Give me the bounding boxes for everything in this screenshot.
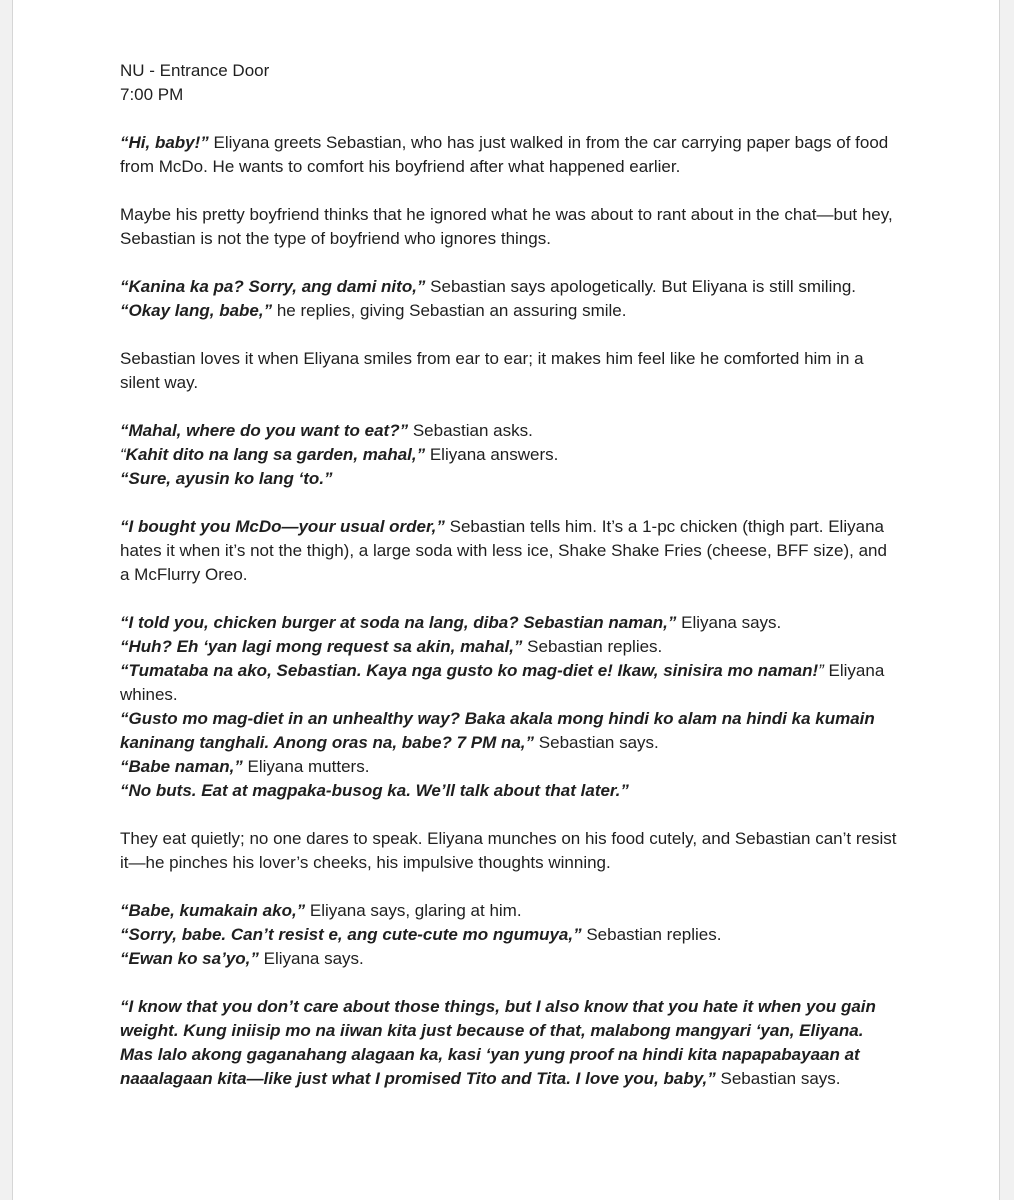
scene-time: 7:00 PM	[120, 85, 184, 104]
story-text	[120, 131, 900, 1091]
story-paragraph	[120, 827, 900, 875]
dialogue-text: “Sorry, babe. Can’t resist e, ang cute-cute mo ngumuya,”	[120, 925, 582, 944]
narration-text: Sebastian asks.	[408, 421, 533, 440]
story-paragraph	[120, 275, 900, 323]
narration-text: Sebastian says.	[534, 733, 659, 752]
story-paragraph	[120, 995, 900, 1091]
dialogue-text: “No buts. Eat at magpaka-busog ka. We’ll talk about that later.”	[120, 781, 629, 800]
scene-location: NU - Entrance Door	[120, 61, 270, 80]
dialogue-text: “Babe, kumakain ako,”	[120, 901, 306, 920]
document-page	[12, 0, 1000, 1200]
document-body	[120, 59, 900, 1115]
dialogue-text: “Tumataba na ako, Sebastian. Kaya nga gusto ko mag-diet e! Ikaw, sinisira mo naman!	[120, 661, 819, 680]
narration-text: he replies, giving Sebastian an assuring smile.	[272, 301, 627, 320]
story-paragraph	[120, 419, 900, 491]
dialogue-text: Kahit dito na lang sa garden, mahal,”	[125, 445, 426, 464]
dialogue-text: “Huh? Eh ‘yan lagi mong request sa akin, mahal,”	[120, 637, 523, 656]
dialogue-text: “Hi, baby!”	[120, 133, 209, 152]
narration-text: Sebastian says.	[715, 1069, 841, 1088]
narration-text: Eliyana whines.	[120, 661, 885, 704]
narration-text: Sebastian says apologetically. But Eliyana is still smiling.	[425, 277, 856, 296]
dialogue-text: “I told you, chicken burger at soda na lang, diba? Sebastian naman,”	[120, 613, 677, 632]
dialogue-text: “Gusto mo mag-diet in an unhealthy way? Baka akala mong hindi ko alam na hindi ka kumain kaninang tanghali. Anong oras na, babe? 7 PM na,”	[120, 709, 875, 752]
story-paragraph	[120, 899, 900, 971]
narration-text: “	[120, 445, 126, 464]
story-paragraph	[120, 203, 900, 251]
story-paragraph	[120, 515, 900, 587]
narration-text: They eat quietly; no one dares to speak. Eliyana munches on his food cutely, and Sebastian can’t resist it—he pinches his lover’s cheeks, his impulsive thoughts winning.	[120, 829, 897, 872]
story-paragraph	[120, 131, 900, 179]
narration-text: Eliyana says.	[676, 613, 782, 632]
dialogue-text: “Mahal, where do you want to eat?”	[120, 421, 409, 440]
narration-text: Sebastian replies.	[522, 637, 663, 656]
narration-text: Eliyana says, glaring at him.	[305, 901, 522, 920]
dialogue-text: “Kanina ka pa? Sorry, ang dami nito,”	[120, 277, 426, 296]
narration-text: Sebastian loves it when Eliyana smiles from ear to ear; it makes him feel like he comforted him in a silent way.	[120, 349, 864, 392]
dialogue-text: “Okay lang, babe,”	[120, 301, 273, 320]
narration-text: Sebastian tells him. It’s a 1-pc chicken (thigh part. Eliyana hates it when it’s not the thigh), a large soda with less ice, Shake Shake Fries (cheese, BFF size), and a McFlurry Oreo.	[120, 517, 887, 584]
narration-text: Eliyana answers.	[425, 445, 559, 464]
narration-text: ”	[818, 661, 824, 680]
story-paragraph	[120, 611, 900, 803]
narration-text: Sebastian replies.	[581, 925, 722, 944]
dialogue-text: “Sure, ayusin ko lang ‘to.”	[120, 469, 333, 488]
narration-text: Maybe his pretty boyfriend thinks that he ignored what he was about to rant about in the chat—but hey, Sebastian is not the type of boyfriend who ignores things.	[120, 205, 893, 248]
dialogue-text: “I know that you don’t care about those things, but I also know that you hate it when you gain weight. Kung iniisip mo na iiwan kita just because of that, malabong mangyari ‘yan, Eliyana. Mas lalo akong gaganahang alagaan ka, kasi ‘yan yung proof na hindi kita napapabayaan at naaalagaan kita—like just what I promised Tito and Tita. I love you, baby,”	[120, 997, 876, 1088]
dialogue-text: “Babe naman,”	[120, 757, 243, 776]
narration-text: Eliyana says.	[258, 949, 364, 968]
narration-text: Eliyana greets Sebastian, who has just walked in from the car carrying paper bags of food from McDo. He wants to comfort his boyfriend after what happened earlier.	[120, 133, 889, 176]
scene-heading	[120, 59, 900, 107]
story-paragraph	[120, 347, 900, 395]
dialogue-text: “Ewan ko sa’yo,”	[120, 949, 259, 968]
narration-text: Eliyana mutters.	[242, 757, 370, 776]
dialogue-text: “I bought you McDo—your usual order,”	[120, 517, 445, 536]
